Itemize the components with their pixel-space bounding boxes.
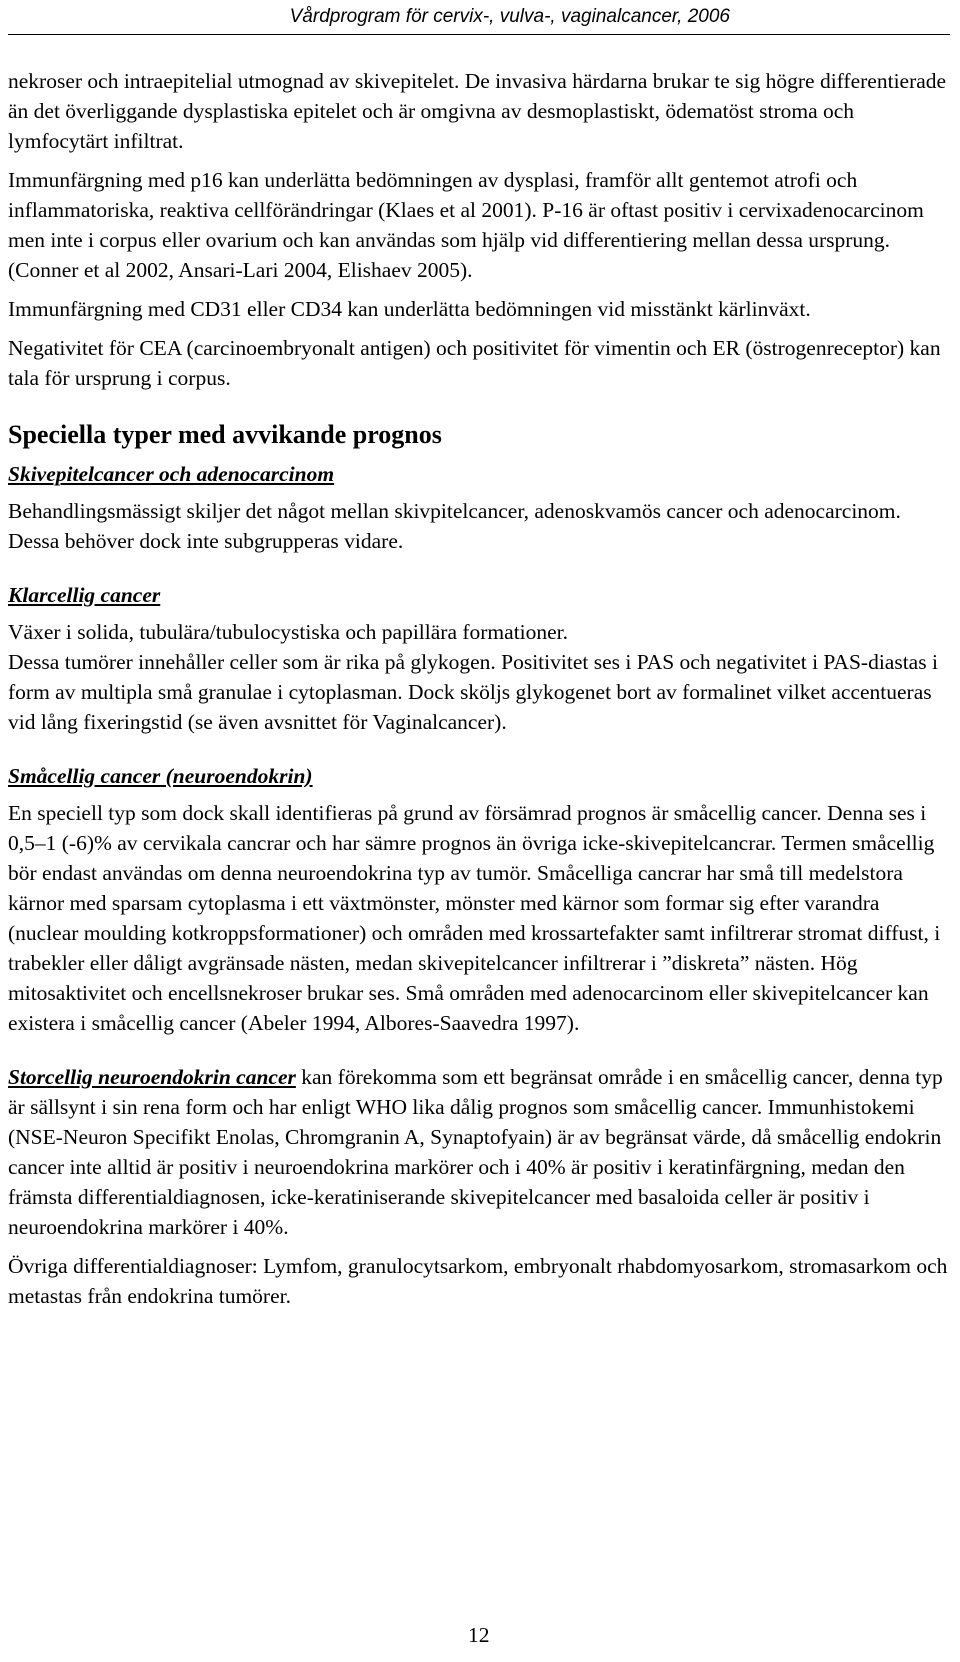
- paragraph-small-cell: En speciell typ som dock skall identifieras på grund av försämrad prognos är småcellig cancer. Denna ses i 0,5–1 (-6)% av cervikala cancrar och har sämre prognos än övriga icke-skivepitelcancrar. Termen småcellig bör endast användas om denna neuroendokrina typ av tumör. Småcelliga cancrar har små till medelstora kärnor med sparsam cytoplasma i ett växtmönster, mönster med kärnor som formar sig efter varandra (nuclear moulding kotkroppsformationer) och områden med krossartefakter samt infiltrerar stromat diffust, i trabekler eller dåligt avgränsade nästen, medan skivepitelcancer infiltrerar i ”diskreta” nästen. Hög mitosaktivitet och encellsnekroser brukar ses. Små områden med adenocarcinom eller skivepitelcancer kan existera i småcellig cancer (Abeler 1994, Albores-Saavedra 1997).: [8, 801, 941, 1035]
- paragraph-squamous-adeno: Behandlingsmässigt skiljer det något mellan skivpitelcancer, adenoskvamös cancer och adenocarcinom. Dessa behöver dock inte subgrupperas vidare.: [8, 499, 901, 553]
- paragraph-cd31: Immunfärgning med CD31 eller CD34 kan underlätta bedömningen vid misstänkt kärlinväxt.: [8, 297, 811, 321]
- large-cell-text: kan förekomma som ett begränsat område i en småcellig cancer, denna typ är sällsynt i sin rena form och har enligt WHO lika dålig prognos som småcellig cancer. Immunhistokemi (NSE-Neuron Specifikt Enolas, Chromgranin A, Synaptofyain) är av begränsat värde, då småcellig endokrin cancer inte alltid är positiv i neuroendokrina markörer och i 40% är positiv i keratinfärgning, medan den främsta differentialdiagnosen, icke-keratiniserande skivepitelcancer med basaloida celler är positiv i neuroendokrina markörer i 40%.: [8, 1065, 943, 1239]
- paragraph-invasion: nekroser och intraepitelial utmognad av skivepitelet. De invasiva härdarna brukar te sig högre differentierade än det överliggande dysplastiska epitelet och är omgivna av desmoplastiskt, ödematöst stroma och lymfocytärt infiltrat.: [8, 69, 947, 153]
- page-body: [8, 66, 950, 1320]
- paragraph-differentials: Övriga differentialdiagnoser: Lymfom, granulocytsarkom, embryonalt rhabdomyosarkom, stromasarkom och metastas från endokrina tumörer.: [8, 1254, 948, 1308]
- header-divider: [8, 34, 950, 35]
- running-header: Vårdprogram för cervix-, vulva-, vaginalcancer, 2006: [289, 6, 730, 27]
- subheading-small-cell: Småcellig cancer (neuroendokrin): [8, 764, 313, 788]
- paragraph-large-cell: [8, 1062, 950, 1242]
- inline-heading-large-cell: Storcellig neuroendokrin cancer: [8, 1065, 296, 1089]
- page-number: 12: [468, 1623, 490, 1647]
- section-title: Speciella typer med avvikande prognos: [8, 420, 442, 449]
- paragraph-p16: Immunfärgning med p16 kan underlätta bedömningen av dysplasi, framför allt gentemot atrofi och inflammatoriska, reaktiva cellförändringar (Klaes et al 2001). P-16 är oftast positiv i cervixadenocarcinom men inte i corpus eller ovarium och kan användas som hjälp vid differentiering mellan dessa ursprung. (Conner et al 2002, Ansari-Lari 2004, Elishaev 2005).: [8, 168, 924, 282]
- paragraph-clear-cell-line2: Dessa tumörer innehåller celler som är rika på glykogen. Positivitet ses i PAS och negativitet i PAS-diastas i form av multipla små granulae i cytoplasman. Dock sköljs glykogenet bort av formalinet vilket accentueras vid lång fixeringstid (se även avsnittet för Vaginalcancer).: [8, 650, 938, 734]
- paragraph-cea: Negativitet för CEA (carcinoembryonalt antigen) och positivitet för vimentin och ER (östrogenreceptor) kan tala för ursprung i corpus.: [8, 336, 941, 390]
- subheading-squamous-adeno: Skivepitelcancer och adenocarcinom: [8, 462, 335, 486]
- subheading-clear-cell: Klarcellig cancer: [8, 583, 161, 607]
- paragraph-clear-cell-line1: Växer i solida, tubulära/tubulocystiska och papillära formationer.: [8, 620, 569, 644]
